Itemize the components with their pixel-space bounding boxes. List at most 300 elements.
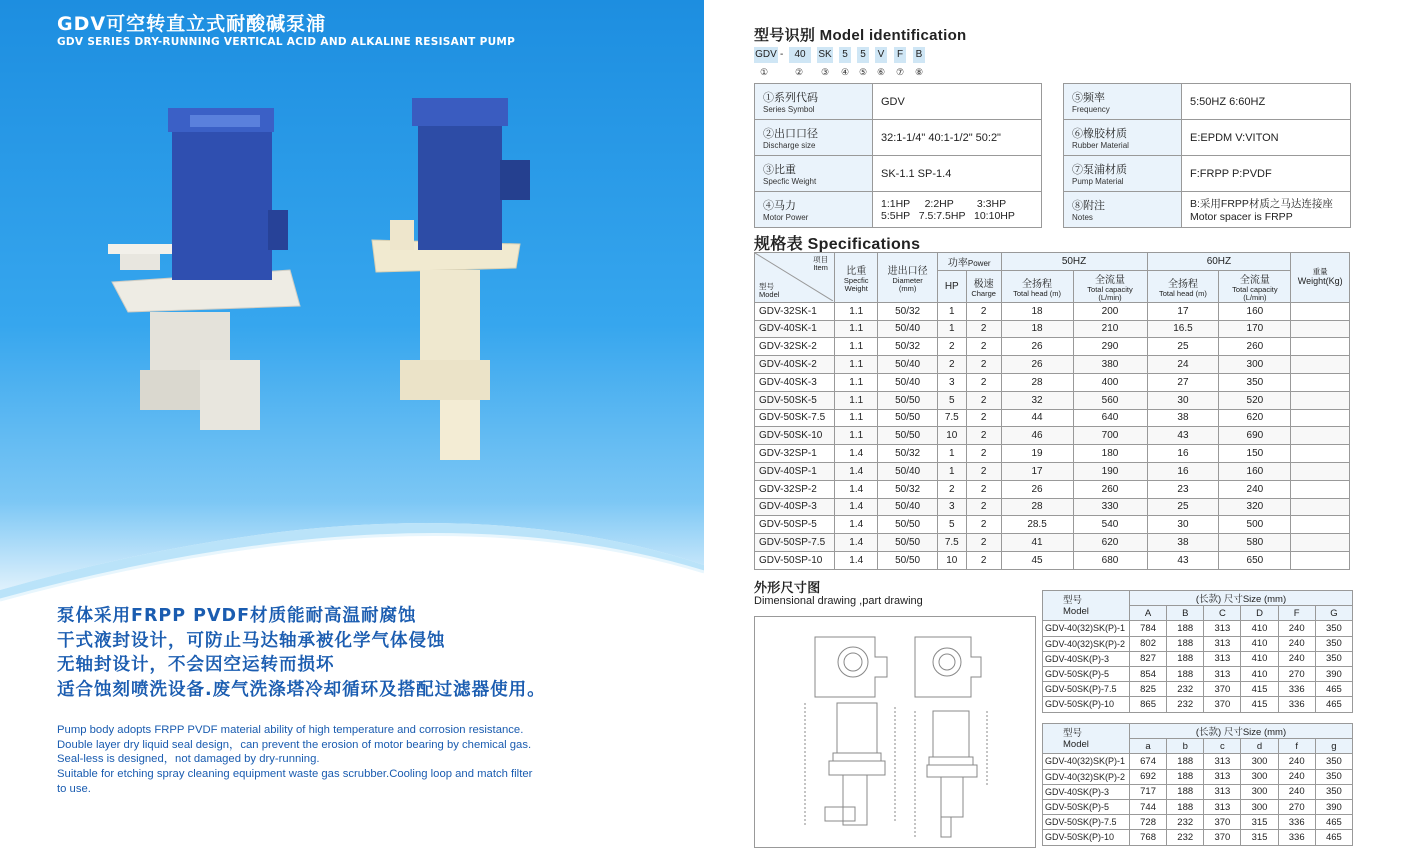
table-cell: 46 — [1001, 427, 1073, 445]
table-cell: 717 — [1130, 784, 1167, 799]
table-row — [755, 409, 1350, 427]
table-cell — [1291, 409, 1350, 427]
id-label: ⑦泵浦材质 — [1072, 164, 1127, 176]
table-cell: 43 — [1147, 427, 1219, 445]
table-cell: 50/40 — [878, 498, 938, 516]
table-cell: GDV-50SK-7.5 — [755, 409, 835, 427]
id-label-en: Specfic Weight — [763, 177, 817, 186]
table-cell: 1.4 — [835, 445, 878, 463]
feature-cn-line: 无轴封设计，不会因空运转而损坏 — [57, 655, 335, 675]
table-cell: GDV-40SP-1 — [755, 462, 835, 480]
table-cell: 640 — [1073, 409, 1147, 427]
header-text: Weight — [844, 283, 868, 293]
code-part: 5 — [839, 47, 851, 63]
header-text: Weight(Kg) — [1297, 275, 1343, 286]
drawing-graphic — [755, 617, 1035, 847]
table-cell: 180 — [1073, 445, 1147, 463]
id-label-en: Discharge size — [763, 141, 816, 150]
table-cell: 188 — [1167, 636, 1204, 651]
table-cell: 232 — [1167, 815, 1204, 830]
code-num: ⑤ — [858, 67, 868, 77]
id-label: ④马力 — [763, 200, 796, 212]
table-cell: GDV-32SK-2 — [755, 338, 835, 356]
id-value: F:FRPP P:PVDF — [1182, 156, 1351, 192]
table-cell: 188 — [1167, 784, 1204, 799]
table-cell: 500 — [1219, 516, 1291, 534]
table-row — [1043, 799, 1353, 814]
table-row — [1043, 651, 1353, 666]
column-header: d — [1241, 739, 1278, 754]
table-row — [1043, 784, 1353, 799]
table-cell: 336 — [1278, 815, 1315, 830]
dims-table-long — [1042, 590, 1353, 713]
header-text: Specfic — [843, 275, 869, 285]
table-cell: 692 — [1130, 769, 1167, 784]
table-cell: 350 — [1315, 754, 1352, 769]
table-cell: 28 — [1001, 498, 1073, 516]
table-row — [755, 338, 1350, 356]
header-text: 全流量 — [1095, 274, 1125, 286]
table-cell: 41 — [1001, 534, 1073, 552]
table-cell: 240 — [1278, 754, 1315, 769]
table-cell: 50/32 — [878, 338, 938, 356]
table-cell: 2 — [966, 373, 1001, 391]
table-row — [755, 516, 1350, 534]
table-cell: 560 — [1073, 391, 1147, 409]
table-cell — [1291, 462, 1350, 480]
table-row — [755, 320, 1350, 338]
table-cell: 24 — [1147, 356, 1219, 374]
header-text: Diameter — [892, 275, 923, 285]
feature-en-line: Suitable for etching spray cleaning equipment waste gas scrubber.Cooling loop and match filter — [57, 768, 533, 781]
table-cell: 260 — [1219, 338, 1291, 356]
col-power — [937, 253, 1001, 271]
table-cell: 320 — [1219, 498, 1291, 516]
table-cell: 1.1 — [835, 302, 878, 320]
table-cell: 313 — [1204, 799, 1241, 814]
code-part: V — [875, 47, 887, 63]
id-value: E:EPDM V:VITON — [1182, 120, 1351, 156]
table-cell: 2 — [937, 338, 966, 356]
header-text: Power — [967, 258, 991, 268]
col-model — [1043, 591, 1130, 621]
table-cell — [1291, 373, 1350, 391]
id-label: ⑥橡胶材质 — [1072, 128, 1127, 140]
table-cell: GDV-40SK-2 — [755, 356, 835, 374]
table-cell: 415 — [1241, 682, 1278, 697]
table-cell: 200 — [1073, 302, 1147, 320]
header-text: Total capacity — [1232, 284, 1278, 294]
code-dash: - — [780, 49, 784, 60]
table-cell: GDV-40(32)SK(P)-1 — [1043, 621, 1130, 636]
header-text: 比重 — [846, 265, 867, 277]
id-label: ⑤频率 — [1072, 92, 1105, 104]
table-cell: 44 — [1001, 409, 1073, 427]
header-text: Item — [813, 263, 828, 272]
table-cell: 350 — [1315, 769, 1352, 784]
table-cell — [1291, 516, 1350, 534]
col-head-50 — [1001, 270, 1073, 302]
table-cell: 465 — [1315, 830, 1352, 845]
table-row — [1043, 754, 1353, 769]
table-cell: 768 — [1130, 830, 1167, 845]
header-text: 型号 — [1063, 727, 1083, 739]
table-cell: 520 — [1219, 391, 1291, 409]
table-cell: 336 — [1278, 697, 1315, 712]
dims-table-short — [1042, 723, 1353, 846]
col-pole — [966, 270, 1001, 302]
table-cell: 5 — [937, 391, 966, 409]
dimensional-drawing — [754, 616, 1036, 848]
column-header: B — [1167, 606, 1204, 621]
table-cell: 38 — [1147, 534, 1219, 552]
features-en — [57, 723, 532, 797]
table-cell: 240 — [1278, 621, 1315, 636]
table-row — [755, 462, 1350, 480]
table-cell: 17 — [1001, 462, 1073, 480]
table-cell: 1.4 — [835, 462, 878, 480]
table-row — [755, 480, 1350, 498]
feature-cn-line: 适合蚀刻喷洗设备.废气洗涤塔冷却循环及搭配过滤器使用。 — [57, 679, 546, 700]
feature-cn-line: 干式液封设计，可防止马达轴承被化学气体侵蚀 — [57, 630, 446, 651]
table-cell: 410 — [1241, 666, 1278, 681]
table-cell: 240 — [1278, 636, 1315, 651]
table-cell: 240 — [1219, 480, 1291, 498]
table-row — [1043, 769, 1353, 784]
specs-table — [754, 252, 1350, 570]
table-cell: 2 — [937, 356, 966, 374]
table-cell — [1291, 480, 1350, 498]
dims-subheading: Dimensional drawing ,part drawing — [754, 595, 923, 607]
model-id-heading: 型号识别 Model identification — [754, 27, 967, 44]
dims-table-body — [1043, 621, 1353, 712]
table-cell: GDV-40(32)SK(P)-2 — [1043, 769, 1130, 784]
id-label: ⑧附注 — [1072, 200, 1105, 212]
model-id-table-left — [754, 83, 1042, 228]
table-cell: 2 — [966, 534, 1001, 552]
table-cell: 2 — [966, 338, 1001, 356]
table-cell: 16 — [1147, 445, 1219, 463]
table-cell: 16.5 — [1147, 320, 1219, 338]
table-cell: 400 — [1073, 373, 1147, 391]
code-part: B — [913, 47, 925, 63]
table-cell: 410 — [1241, 636, 1278, 651]
table-cell: 825 — [1130, 682, 1167, 697]
col-cap-60 — [1219, 270, 1291, 302]
table-cell: 315 — [1241, 815, 1278, 830]
table-cell: 188 — [1167, 666, 1204, 681]
header-text: 极速 — [973, 278, 994, 290]
table-cell: 1.4 — [835, 534, 878, 552]
table-cell: 2 — [966, 356, 1001, 374]
table-cell — [1291, 302, 1350, 320]
header-text: Model — [1063, 605, 1089, 617]
id-label-en: Rubber Material — [1072, 141, 1129, 150]
table-cell: 2 — [966, 409, 1001, 427]
table-cell: 28.5 — [1001, 516, 1073, 534]
col-60hz: 60HZ — [1147, 253, 1291, 271]
id-value-line: Motor spacer is FRPP — [1190, 211, 1293, 223]
table-cell: 150 — [1219, 445, 1291, 463]
id-value: GDV — [873, 84, 1042, 120]
page-title: GDV可空转直立式耐酸碱泵浦 — [57, 13, 327, 35]
table-cell: 188 — [1167, 754, 1204, 769]
page-subtitle: GDV SERIES DRY-RUNNING VERTICAL ACID AND ALKALINE RESISANT PUMP — [57, 36, 516, 48]
col-cap-50 — [1073, 270, 1147, 302]
table-row — [1043, 815, 1353, 830]
table-row — [755, 427, 1350, 445]
table-cell: 300 — [1219, 356, 1291, 374]
col-model — [1043, 724, 1130, 754]
table-cell: 28 — [1001, 373, 1073, 391]
table-cell: 50/40 — [878, 320, 938, 338]
table-cell: 350 — [1315, 636, 1352, 651]
table-cell: 784 — [1130, 621, 1167, 636]
column-header: c — [1204, 739, 1241, 754]
table-cell: 25 — [1147, 338, 1219, 356]
table-cell: 313 — [1204, 666, 1241, 681]
header-text: 型号 — [1063, 594, 1083, 606]
table-cell: 10 — [937, 427, 966, 445]
table-cell: 50/32 — [878, 302, 938, 320]
table-cell: 5 — [937, 516, 966, 534]
table-cell: GDV-40SK(P)-3 — [1043, 784, 1130, 799]
table-cell: GDV-32SK-1 — [755, 302, 835, 320]
column-header: b — [1167, 739, 1204, 754]
table-cell: 210 — [1073, 320, 1147, 338]
table-cell — [1291, 356, 1350, 374]
table-row — [755, 498, 1350, 516]
feature-cn-line: 泵体采用FRPP PVDF材质能耐高温耐腐蚀 — [57, 606, 417, 626]
table-cell: 390 — [1315, 666, 1352, 681]
table-cell: 50/40 — [878, 356, 938, 374]
table-cell: 232 — [1167, 830, 1204, 845]
table-cell: 19 — [1001, 445, 1073, 463]
table-cell: 50/50 — [878, 534, 938, 552]
table-cell: GDV-50SK(P)-10 — [1043, 830, 1130, 845]
table-cell: 802 — [1130, 636, 1167, 651]
table-cell: 45 — [1001, 551, 1073, 569]
table-cell: 1.1 — [835, 356, 878, 374]
table-cell: 260 — [1073, 480, 1147, 498]
table-cell: 300 — [1241, 799, 1278, 814]
table-cell: 30 — [1147, 391, 1219, 409]
table-row — [755, 373, 1350, 391]
table-cell: 188 — [1167, 769, 1204, 784]
table-cell: 170 — [1219, 320, 1291, 338]
table-cell: 620 — [1219, 409, 1291, 427]
table-cell: 330 — [1073, 498, 1147, 516]
table-cell: 27 — [1147, 373, 1219, 391]
code-part: GDV — [754, 47, 778, 63]
table-cell: 410 — [1241, 651, 1278, 666]
table-cell: 23 — [1147, 480, 1219, 498]
table-cell — [1291, 320, 1350, 338]
table-cell: 313 — [1204, 769, 1241, 784]
code-num: ④ — [840, 67, 850, 77]
table-cell: 50/50 — [878, 551, 938, 569]
header-text: 进出口径 — [887, 265, 928, 277]
table-cell: 580 — [1219, 534, 1291, 552]
table-cell: 300 — [1241, 784, 1278, 799]
header-text: Model — [1063, 738, 1089, 750]
specs-table-body — [755, 302, 1350, 569]
header-text: (mm) — [898, 283, 917, 293]
table-cell: 370 — [1204, 697, 1241, 712]
features-cn — [57, 604, 546, 702]
header-text: Model — [759, 289, 780, 299]
table-cell: GDV-50SK(P)-7.5 — [1043, 682, 1130, 697]
code-part: 40 — [789, 47, 811, 63]
specs-heading: 规格表 Specifications — [754, 236, 921, 253]
table-row — [1043, 697, 1353, 712]
id-value-line: 1:1HP 2:2HP 3:3HP — [881, 197, 1007, 210]
table-cell: GDV-40SK-1 — [755, 320, 835, 338]
header-text: Total head (m) — [1013, 288, 1062, 298]
col-size: (长款) 尺寸Size (mm) — [1130, 724, 1353, 739]
table-cell: 313 — [1204, 754, 1241, 769]
table-cell: 2 — [966, 302, 1001, 320]
table-cell: 50/50 — [878, 516, 938, 534]
table-cell: GDV-32SP-1 — [755, 445, 835, 463]
table-cell: 18 — [1001, 320, 1073, 338]
column-header: D — [1241, 606, 1278, 621]
table-cell: 1 — [937, 462, 966, 480]
table-cell — [1291, 391, 1350, 409]
table-cell: 2 — [966, 427, 1001, 445]
column-header: a — [1130, 739, 1167, 754]
header-text: (L/min) — [1098, 292, 1122, 302]
table-cell: 380 — [1073, 356, 1147, 374]
dims-heading: 外形尺寸图 — [754, 580, 821, 595]
table-row — [1043, 621, 1353, 636]
table-row — [755, 391, 1350, 409]
table-cell: GDV-50SK(P)-10 — [1043, 697, 1130, 712]
table-cell — [1291, 445, 1350, 463]
table-cell: 26 — [1001, 356, 1073, 374]
table-cell: 350 — [1315, 651, 1352, 666]
table-cell: 10 — [937, 551, 966, 569]
header-text: 项目 — [813, 255, 829, 264]
table-cell: 465 — [1315, 682, 1352, 697]
table-cell: GDV-40SK-3 — [755, 373, 835, 391]
table-cell: GDV-40(32)SK(P)-1 — [1043, 754, 1130, 769]
table-cell: GDV-50SP-5 — [755, 516, 835, 534]
table-cell: 650 — [1219, 551, 1291, 569]
table-cell: 1 — [937, 445, 966, 463]
table-row — [1043, 636, 1353, 651]
table-cell: 1 — [937, 320, 966, 338]
col-diameter — [878, 253, 938, 303]
table-row — [755, 302, 1350, 320]
table-cell: 1.1 — [835, 320, 878, 338]
table-cell: GDV-50SK(P)-7.5 — [1043, 815, 1130, 830]
table-cell: 2 — [966, 391, 1001, 409]
table-cell: 26 — [1001, 338, 1073, 356]
table-cell: 188 — [1167, 651, 1204, 666]
column-header: f — [1278, 739, 1315, 754]
feature-en-line: Double layer dry liquid seal design，can prevent the erosion of motor bearing by chemical gas. — [57, 738, 532, 751]
column-header: G — [1315, 606, 1352, 621]
table-cell: 160 — [1219, 302, 1291, 320]
table-cell: 315 — [1241, 830, 1278, 845]
table-row — [1043, 830, 1353, 845]
table-cell: 350 — [1315, 784, 1352, 799]
table-cell: 32 — [1001, 391, 1073, 409]
table-cell — [1291, 534, 1350, 552]
table-cell: 190 — [1073, 462, 1147, 480]
col-head-60 — [1147, 270, 1219, 302]
table-cell: 50/40 — [878, 462, 938, 480]
id-value-line: 5:5HP 7.5:7.5HP 10:10HP — [881, 209, 1015, 222]
table-cell: 3 — [937, 498, 966, 516]
header-text: Total head (m) — [1158, 288, 1207, 298]
table-row — [1043, 666, 1353, 681]
table-cell: 313 — [1204, 621, 1241, 636]
table-cell: 744 — [1130, 799, 1167, 814]
code-part: F — [894, 47, 906, 63]
table-cell: 240 — [1278, 651, 1315, 666]
id-label-en: Motor Power — [763, 213, 809, 222]
table-cell: GDV-50SP-10 — [755, 551, 835, 569]
table-row — [755, 445, 1350, 463]
id-value: 32:1-1/4" 40:1-1/2" 50:2" — [873, 120, 1042, 156]
table-cell: 540 — [1073, 516, 1147, 534]
table-cell: 680 — [1073, 551, 1147, 569]
feature-en-line: Seal-less is designed，not damaged by dry-running. — [57, 753, 320, 766]
table-cell: 465 — [1315, 697, 1352, 712]
table-cell: 700 — [1073, 427, 1147, 445]
table-cell: 50/32 — [878, 480, 938, 498]
table-cell: 300 — [1241, 769, 1278, 784]
table-cell: 1.1 — [835, 373, 878, 391]
model-id-table-right — [1063, 83, 1351, 228]
table-cell: 1.4 — [835, 498, 878, 516]
code-num: ⑦ — [895, 67, 905, 77]
code-part: 5 — [857, 47, 869, 63]
col-specific-weight — [835, 253, 878, 303]
header-text: 型号 — [759, 281, 774, 291]
table-cell: 270 — [1278, 799, 1315, 814]
table-cell: 18 — [1001, 302, 1073, 320]
table-cell: GDV-40(32)SK(P)-2 — [1043, 636, 1130, 651]
table-cell: 350 — [1315, 621, 1352, 636]
table-cell: 1.1 — [835, 338, 878, 356]
column-header: C — [1204, 606, 1241, 621]
table-cell: 336 — [1278, 830, 1315, 845]
table-cell: GDV-50SK-5 — [755, 391, 835, 409]
code-num: ② — [794, 67, 804, 77]
table-cell: 1.4 — [835, 551, 878, 569]
table-cell: 50/32 — [878, 445, 938, 463]
header-text: (L/min) — [1243, 292, 1267, 302]
dims-table-body — [1043, 754, 1353, 845]
table-cell: GDV-50SP-7.5 — [755, 534, 835, 552]
table-cell: GDV-50SK-10 — [755, 427, 835, 445]
table-cell — [1291, 498, 1350, 516]
table-cell: 25 — [1147, 498, 1219, 516]
id-label: ③比重 — [763, 164, 796, 176]
table-cell: GDV-50SK(P)-5 — [1043, 666, 1130, 681]
table-cell — [1291, 338, 1350, 356]
col-weight — [1291, 253, 1350, 303]
col-hp: HP — [937, 270, 966, 302]
left-panel — [0, 0, 704, 851]
table-cell: 690 — [1219, 427, 1291, 445]
code-num: ① — [759, 67, 769, 77]
code-num: ③ — [820, 67, 830, 77]
table-cell: 1.4 — [835, 516, 878, 534]
